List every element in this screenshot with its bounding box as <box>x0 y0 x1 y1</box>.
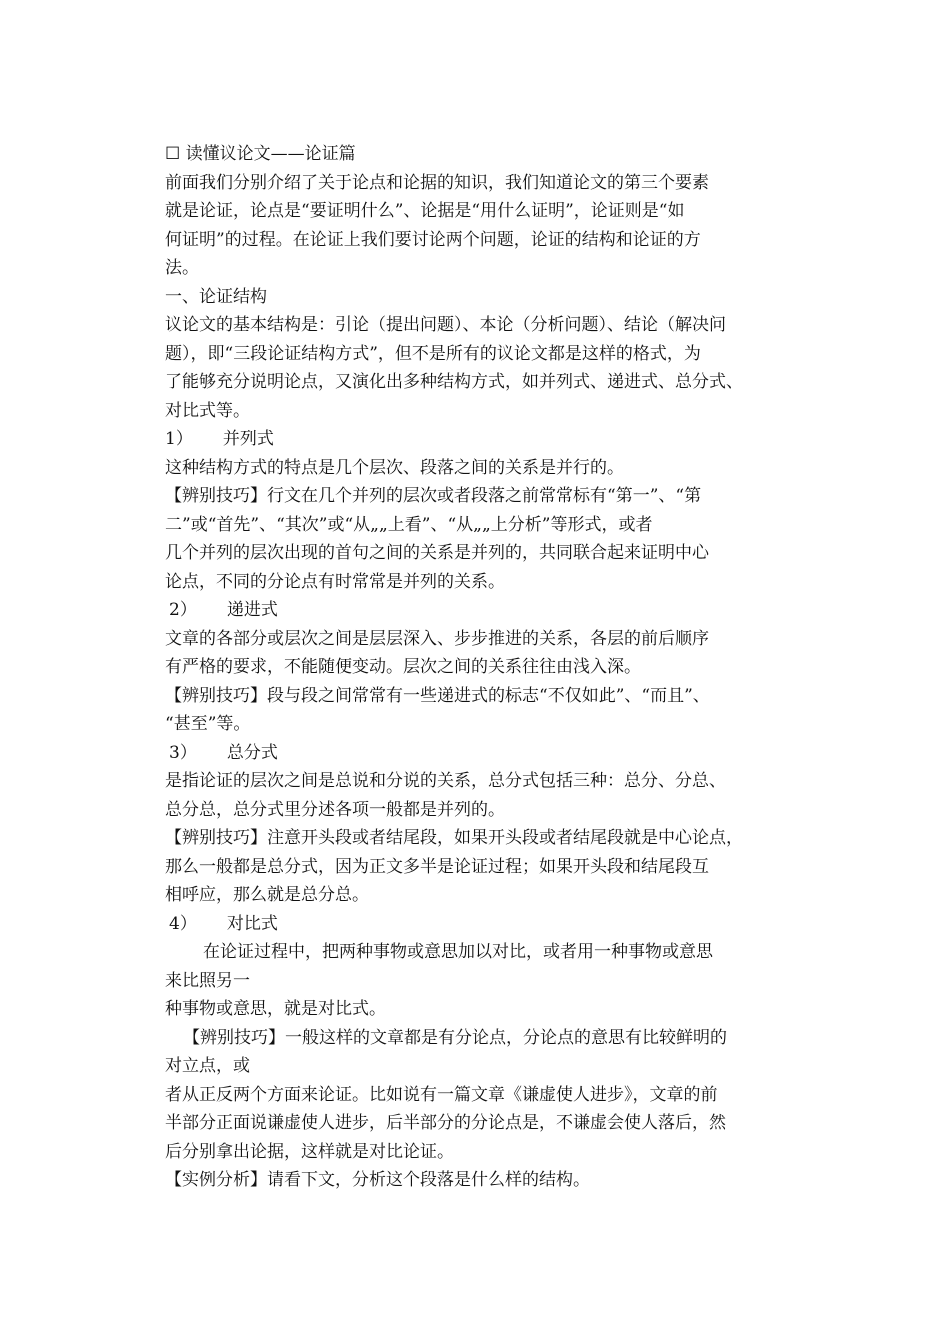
paragraph-line: 就是论证，论点是“要证明什么”、论据是“用什么证明”，论证则是“如 <box>165 201 685 221</box>
paragraph-line: 种事物或意思，就是对比式。 <box>165 999 386 1019</box>
paragraph-line: 几个并列的层次出现的首句之间的关系是并列的，共同联合起来证明中心 <box>165 543 709 563</box>
subheading-general-specific <box>165 739 790 768</box>
paragraph-line: 在论证过程中，把两种事物或意思加以对比，或者用一种事物或意思 <box>203 942 713 962</box>
paragraph-line: 【辨别技巧】段与段之间常常有一些递进式的标志“不仅如此”、“而且”、 <box>165 685 710 706</box>
paragraph-line: 论点，不同的分论点有时常常是并列的关系。 <box>165 571 505 592</box>
paragraph-line: 者从正反两个方面来论证。比如说有一篇文章《谦虚使人进步》，文章的前 <box>165 1084 718 1105</box>
paragraph-line: 来比照另一 <box>165 970 250 991</box>
paragraph-line: 前面我们分别介绍了关于论点和论据的知识，我们知道论文的第三个要素 <box>165 172 709 193</box>
subheading-parallel <box>165 425 790 454</box>
paragraph-line: 有严格的要求，不能随便变动。层次之间的关系往往由浅入深。 <box>165 657 641 677</box>
subheading-progressive <box>165 596 790 625</box>
subheading-number: 4） <box>169 913 197 934</box>
paragraph-line: 何证明”的过程。在论证上我们要讨论两个问题，论证的结构和论证的方 <box>165 229 701 250</box>
paragraph-line: 题），即“三段论证结构方式”，但不是所有的议论文都是这样的格式，为 <box>165 343 701 364</box>
subheading-text: 总分式 <box>226 742 278 763</box>
paragraph-line: 那么一般都是总分式，因为正文多半是论证过程；如果开头段和结尾段互 <box>165 856 709 877</box>
paragraph-line: 是指论证的层次之间是总说和分说的关系，总分式包括三种：总分、分总、 <box>165 771 726 791</box>
subheading-text: 递进式 <box>226 600 278 620</box>
paragraph-line: 相呼应，那么就是总分总。 <box>165 885 369 905</box>
paragraph-line: 二”或“首先”、“其次”或“从„„上看”、“从„„上分析”等形式，或者 <box>165 514 653 535</box>
paragraph-line: 议论文的基本结构是：引论（提出问题）、本论（分析问题）、结论（解决问 <box>165 315 726 335</box>
paragraph-line: “甚至”等。 <box>165 714 251 734</box>
section-heading: 一、论证结构 <box>165 286 267 307</box>
paragraph-line: 这种结构方式的特点是几个层次、段落之间的关系是并行的。 <box>165 457 624 478</box>
subheading-number: 1） <box>165 429 193 449</box>
paragraph-line: 总分总，总分式里分述各项一般都是并列的。 <box>165 799 505 820</box>
paragraph-line: 后分别拿出论据，这样就是对比论证。 <box>165 1141 454 1162</box>
paragraph-line: 半部分正面说谦虚使人进步，后半部分的分论点是，不谦虚会使人落后，然 <box>165 1113 726 1133</box>
subheading-number: 2） <box>169 600 197 620</box>
document-page <box>165 140 790 1195</box>
paragraph-line: 【辨别技巧】注意开头段或者结尾段，如果开头段或者结尾段就是中心论点， <box>165 828 743 848</box>
subheading-number: 3） <box>169 742 197 763</box>
paragraph-line: 对比式等。 <box>165 400 250 421</box>
document-title: ☐ 读懂议论文——论证篇 <box>165 144 356 164</box>
paragraph-line: 了能够充分说明论点，又演化出多种结构方式，如并列式、递进式、总分式、 <box>165 372 743 392</box>
paragraph-line: 【实例分析】请看下文，分析这个段落是什么样的结构。 <box>165 1170 590 1190</box>
paragraph-line: 文章的各部分或层次之间是层层深入、步步推进的关系，各层的前后顺序 <box>165 628 709 649</box>
paragraph-line: 法。 <box>165 258 199 278</box>
subheading-text: 并列式 <box>222 429 274 449</box>
subheading-contrast <box>165 910 790 939</box>
subheading-text: 对比式 <box>226 913 278 934</box>
paragraph-line: 【辨别技巧】一般这样的文章都是有分论点，分论点的意思有比较鲜明的 <box>183 1027 727 1048</box>
paragraph-line: 【辨别技巧】行文在几个并列的层次或者段落之前常常标有“第一”、“第 <box>165 486 702 506</box>
paragraph-line: 对立点，或 <box>165 1056 250 1076</box>
